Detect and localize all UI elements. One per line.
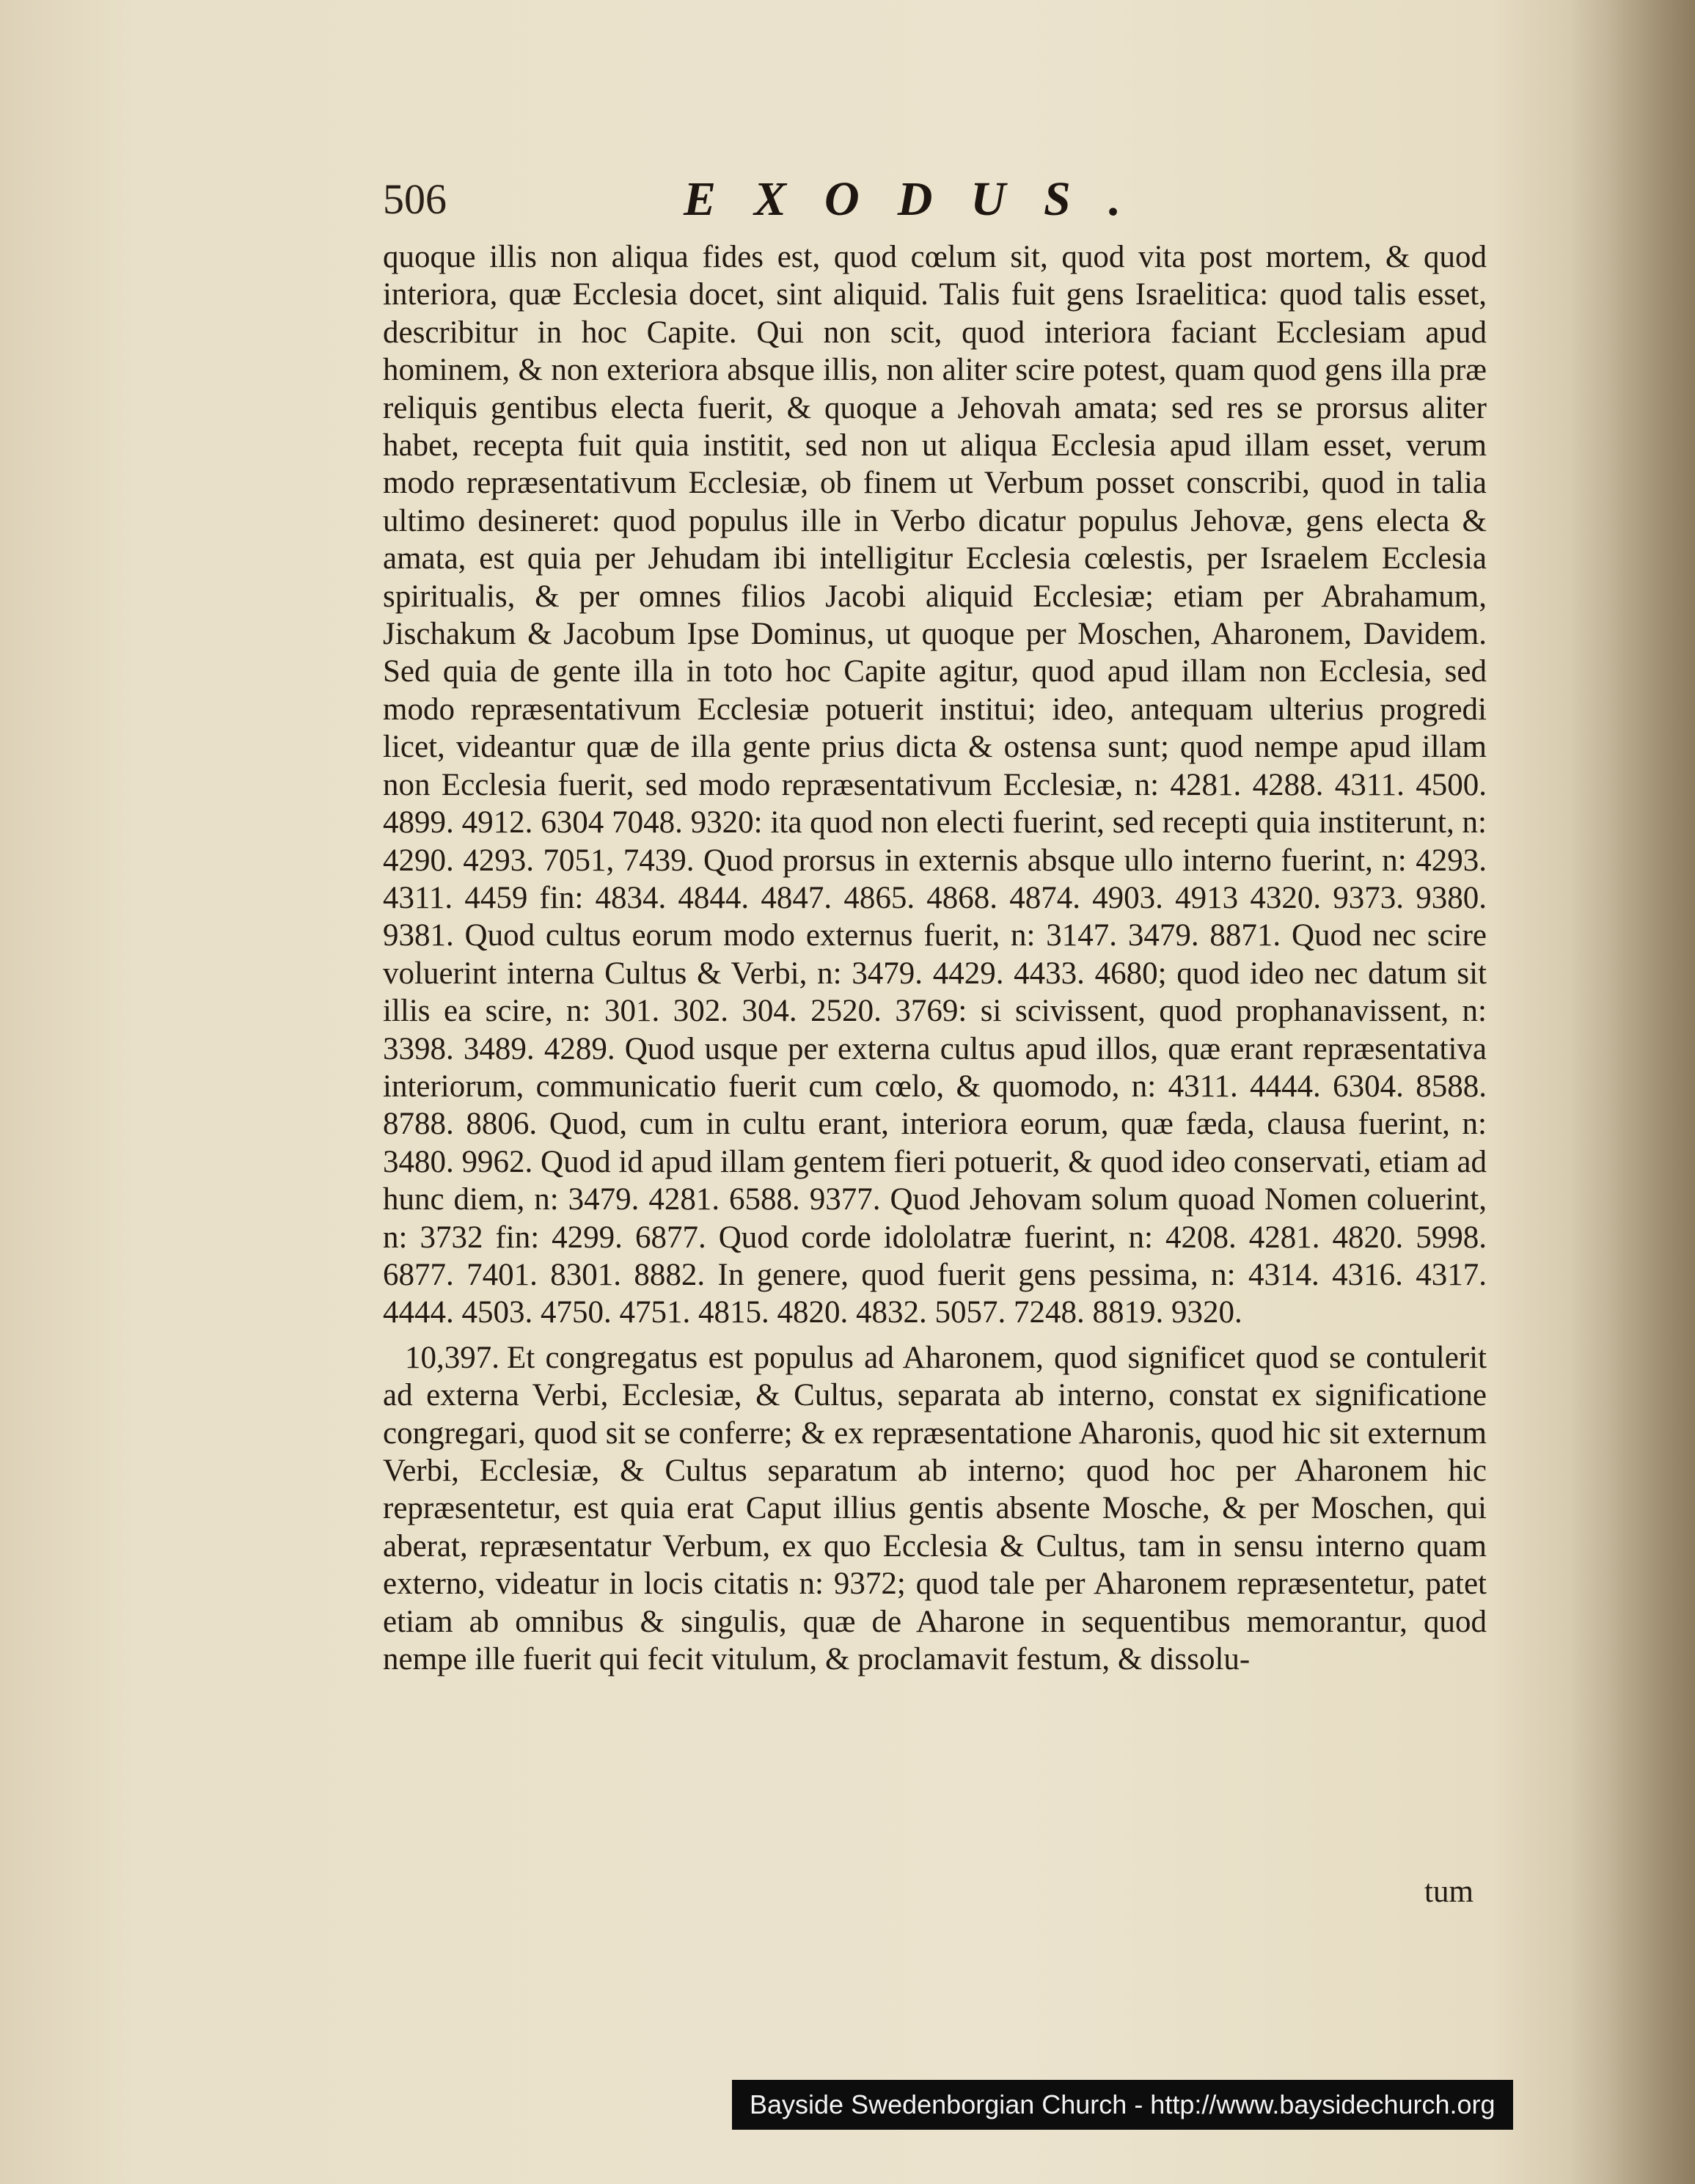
watermark-banner: Bayside Swedenborgian Church - http://www.baysidechurch.org bbox=[732, 2080, 1513, 2130]
page-number: 506 bbox=[383, 175, 447, 223]
paragraph-number: 10,397. bbox=[405, 1340, 499, 1375]
running-title: EXODUS. bbox=[684, 172, 1160, 226]
page-edge-shadow bbox=[1570, 0, 1695, 2184]
paragraph-1: quoque illis non aliqua fides est, quod cœlum sit, quod vita post mortem, & quod interiora, quæ Ecclesia docet, sint aliquid. Talis fuit gens Israelitica: quod talis esset, describitur in hoc Capite. Qui non scit, quod interiora faciant Ecclesiam apud hominem, & non exteriora absque illis, non aliter scire potest, quam quod gens illa præ reliquis gentibus electa fuerit, & quoque a Jehovah amata; sed res se prorsus aliter habet, recepta fuit quia institit, sed non ut aliqua Ecclesia apud illam esset, verum modo repræsentativum Ecclesiæ, ob finem ut Verbum posset conscribi, quod in talia ultimo desineret: quod populus ille in Verbo dicatur populus Jehovæ, gens electa & amata, est quia per Jehudam ibi intelligitur Ecclesia cœlestis, per Israelem Ecclesia spiritualis, & per omnes filios Jacobi aliquid Ecclesiæ; etiam per Abrahamum, Jischakum & Jacobum Ipse Dominus, ut quoque per Moschen, Aharonem, Davidem. Sed quia de gente illa in toto hoc Capite agitur, quod apud illam non Ecclesia, sed modo repræsentativum Ecclesiæ potuerit institui; ideo, antequam ulterius progredi licet, videantur quæ de illa gente prius dicta & ostensa sunt; quod nempe apud illam non Ecclesia fuerit, sed modo repræsentativum Ecclesiæ, n: 4281. 4288. 4311. 4500. 4899. 4912. 6304 7048. 9320: ita quod non electi fuerint, sed recepti quia institerunt, n: 4290. 4293. 7051, 7439. Quod prorsus in externis absque ullo interno fuerint, n: 4293. 4311. 4459 fin: 4834. 4844. 4847. 4865. 4868. 4874. 4903. 4913 4320. 9373. 9380. 9381. Quod cultus eorum modo externus fuerit, n: 3147. 3479. 8871. Quod nec scire voluerint interna Cultus & Verbi, n: 3479. 4429. 4433. 4680; quod ideo nec datum sit illis ea scire, n: 301. 302. 304. 2520. 3769: si scivissent, quod prophanavissent, n: 3398. 3489. 4289. Quod usque per externa cultus apud illos, quæ erant repræsentativa interiorum, communicatio fuerit cum cœlo, & quomodo, n: 4311. 4444. 6304. 8588. 8788. 8806. Quod, cum in cultu erant, interiora eorum, quæ fæda, clausa fuerint, n: 3480. 9962. Quod id apud illam gentem fieri potuerit, & quod ideo conservati, etiam ad hunc diem, n: 3479. 4281. 6588. 9377. Quod Jehovam solum quoad Nomen coluerint, n: 3732 fin: 4299. 6877. Quod corde idololatræ fuerint, n: 4208. 4281. 4820. 5998. 6877. 7401. 8301. 8882. In genere, quod fuerit gens pessima, n: 4314. 4316. 4317. 4444. 4503. 4750. 4751. 4815. 4820. 4832. 5057. 7248. 8819. 9320. bbox=[383, 240, 1487, 1330]
paragraph-2 bbox=[383, 1339, 1487, 1679]
catchword: tum bbox=[1424, 1875, 1473, 1909]
body-text bbox=[383, 238, 1487, 1678]
page-header bbox=[383, 172, 1498, 233]
paragraph-2-text: Et congregatus est populus ad Aharonem, quod significet quod se contulerit ad externa Verbi, Ecclesiæ, & Cultus, separata ab interno, constat ex significatione congregari, quod sit se conferre; & ex repræsentatione Aharonis, quod hic sit externum Verbi, Ecclesiæ, & Cultus separatum ab interno; quod hoc per Aharonem hic repræsentetur, est quia erat Caput illius gentis absente Mosche, & per Moschen, qui aberat, repræsentatur Verbum, ex quo Ecclesia & Cultus, tam in sensu interno quam externo, videatur in locis citatis n: 9372; quod tale per Aharonem repræsentetur, patet etiam ab omnibus & singulis, quæ de Aharone in sequentibus memorantur, quod nempe ille fuerit qui fecit vitulum, & proclamavit festum, & dissolu- bbox=[383, 1340, 1487, 1677]
